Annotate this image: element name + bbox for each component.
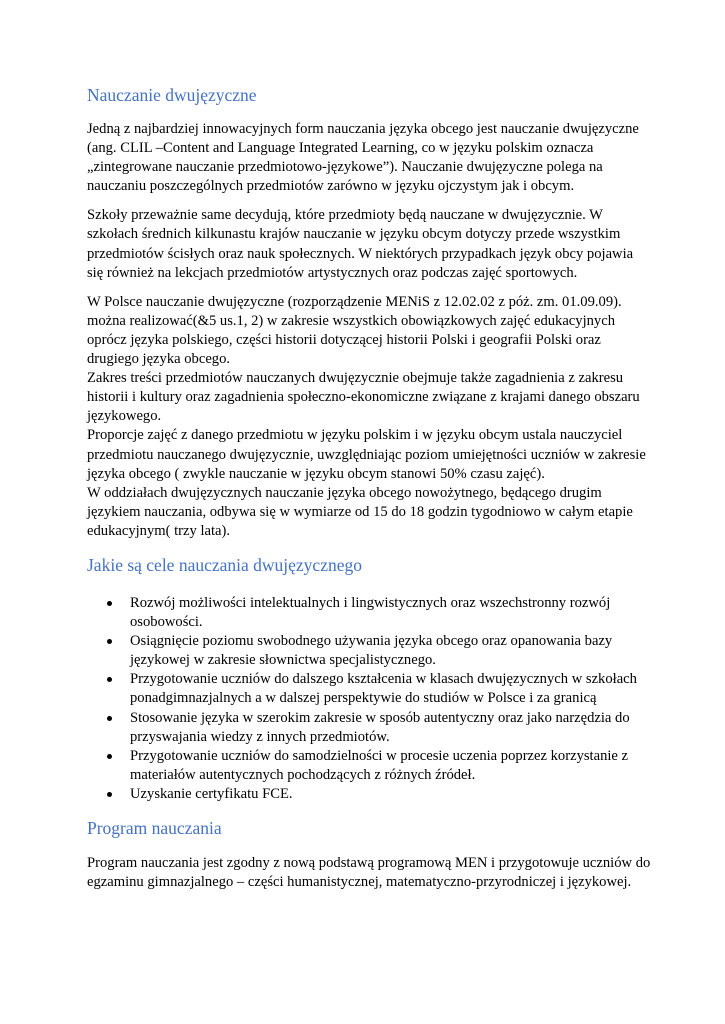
intro-paragraph: Jedną z najbardziej innowacyjnych form nauczania języka obcego jest nauczanie dwujęzyczne (ang. CLIL –Content and Language Integrated Learning, co w języku polskim oznacza „zintegrowane nauczanie przedmiotowo-językowe”). Nauczanie dwujęzyczne polega na nauczaniu poszczególnych przedmiotów zarówno w języku ojczystym jak i obcym. <box>87 121 639 195</box>
goals-list <box>87 594 652 804</box>
bullet-icon <box>107 792 112 797</box>
list-item-text: Uzyskanie certyfikatu FCE. <box>130 785 293 802</box>
legal-line-proportions: Proporcje zajęć z danego przedmiotu w języku polskim i w języku obcym ustala nauczyciel przedmiotu nauczanego dwujęzycznie, uwzględniając poziom umiejętności uczniów w zakresie języka obcego ( zwykle nauczanie w języku obcym stanowi 50% czasu zajęć). <box>87 427 646 482</box>
legal-line-regulation: W Polsce nauczanie dwujęzyczne (rozporządzenie MENiS z 12.02.02 z póż. zm. 01.09.09). można realizować(&5 us.1, 2) w zakresie wszystkich obowiązkowych zajęć edukacyjnych oprócz języka polskiego, części historii dotyczącej historii Polski i geografii Polski oraz drugiego języka obcego. <box>87 293 622 368</box>
list-item-text: Przygotowanie uczniów do dalszego kształcenia w klasach dwujęzycznych w szkołach ponadgimnazjalnych a w dalszej perspektywie do studiów w Polsce i za granicą <box>130 671 637 707</box>
list-item <box>87 785 652 804</box>
section-heading-nauczanie-dwujezyczne: Nauczanie dwujęzyczne <box>87 85 257 105</box>
legal-info-block <box>87 293 652 541</box>
schools-paragraph: Szkoły przeważnie same decydują, które przedmioty będą nauczane w dwujęzycznie. W szkołach średnich kilkunastu krajów nauczanie w języku obcym dotyczy przede wszystkim przedmiotów ścisłych oraz nauk społecznych. W niektórych przypadkach język obcy pojawia się również na lekcjach przedmiotów artystycznych oraz podczas zajęć sportowych. <box>87 207 634 281</box>
program-paragraph: Program nauczania jest zgodny z nową podstawą programową MEN i przygotowuje uczniów do egzaminu gimnazjalnego – części humanistycznej, matematyczno-przyrodniczej i językowej. <box>87 855 651 891</box>
list-item <box>87 747 652 785</box>
list-item <box>87 594 652 632</box>
legal-line-hours: W oddziałach dwujęzycznych nauczanie języka obcego nowożytnego, będącego drugim językiem nauczania, odbywa się w wymiarze od 15 do 18 godzin tygodniowo w całym etapie edukacyjnym( trzy lata). <box>87 484 633 539</box>
list-item-text: Stosowanie języka w szerokim zakresie w sposób autentyczny oraz jako narzędzia do przyswajania wiedzy z innych przedmiotów. <box>130 709 630 745</box>
list-item <box>87 670 652 708</box>
bullet-icon <box>107 601 112 606</box>
bullet-icon <box>107 716 112 721</box>
bullet-icon <box>107 754 112 759</box>
legal-line-scope: Zakres treści przedmiotów nauczanych dwujęzycznie obejmuje także zagadnienia z zakresu historii i kultury oraz zagadnienia społeczno-ekonomiczne związane z krajami danego obszaru językowego. <box>87 370 640 425</box>
section-heading-program: Program nauczania <box>87 818 222 838</box>
list-item <box>87 632 652 670</box>
document-page <box>87 84 652 892</box>
bullet-icon <box>107 639 112 644</box>
list-item <box>87 709 652 747</box>
list-item-text: Rozwój możliwości intelektualnych i lingwistycznych oraz wszechstronny rozwój osobowości. <box>130 594 611 631</box>
list-item-text: Przygotowanie uczniów do samodzielności w procesie uczenia poprzez korzystanie z materiałów autentycznych pochodzących z różnych źródeł. <box>130 747 629 783</box>
section-heading-cele: Jakie są cele nauczania dwujęzycznego <box>87 554 362 575</box>
list-item-text: Osiągnięcie poziomu swobodnego używania języka obcego oraz opanowania bazy językowej w zakresie słownictwa specjalistycznego. <box>130 633 613 669</box>
bullet-icon <box>107 677 112 682</box>
